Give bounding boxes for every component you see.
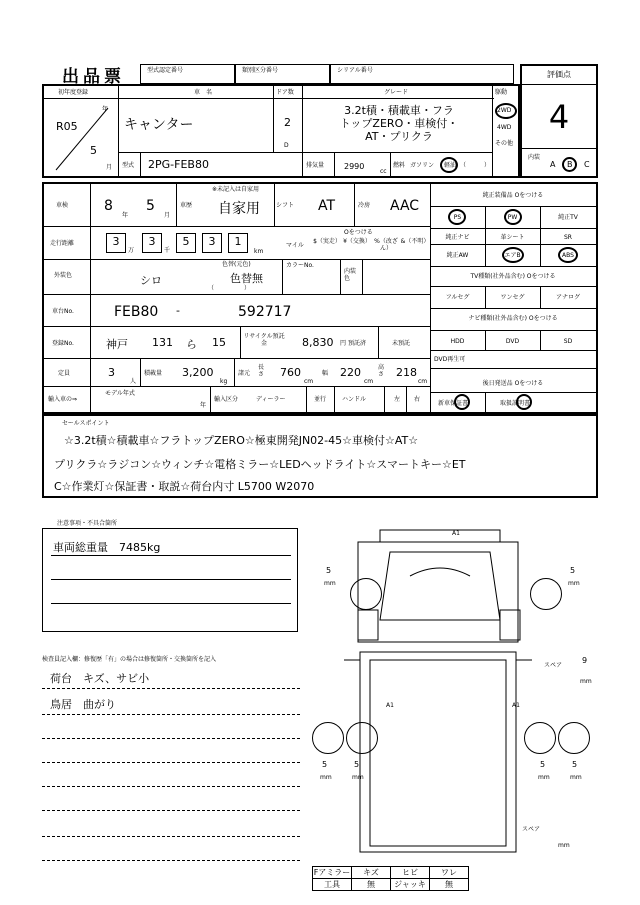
eval-score: 4 xyxy=(548,98,570,136)
fuel-gasoline: ガソリン xyxy=(410,162,435,169)
fuel-light-oil-circle xyxy=(440,157,458,173)
reg-month: 5 xyxy=(90,144,97,157)
history-value: 自家用 xyxy=(218,201,260,217)
plate-number-2: 15 xyxy=(212,336,226,349)
equip-navi: 純正ナビ xyxy=(445,234,470,241)
mileage-label: 走行距離 xyxy=(50,240,75,247)
mileage-opt-4: &（不明） xyxy=(400,238,430,245)
chassis-value-1: FEB80 xyxy=(114,304,159,320)
tire-rr1-unit: mm xyxy=(538,774,550,781)
after-warranty-circle xyxy=(454,394,470,410)
footer-cell: ジャッキ xyxy=(391,879,430,891)
a1-right: A1 xyxy=(512,702,520,709)
tire-rl1-value: 5 xyxy=(322,760,328,769)
sales-point-label: セールスポイント xyxy=(62,420,110,427)
footer-cell: キズ xyxy=(352,867,391,879)
length-label: 長さ xyxy=(258,364,265,378)
color-number-label: カラーNo. xyxy=(286,262,314,269)
wheel-front-left xyxy=(350,578,382,610)
tv-oneseg: ワンセグ xyxy=(500,294,525,301)
grade-line-3: AT・プリクラ xyxy=(365,130,433,143)
fuel-paren: （ ） xyxy=(460,162,491,169)
after-title: 後日発送品 Oをつける xyxy=(482,380,544,387)
history-label: 車歴 xyxy=(180,202,193,209)
height-value: 218 xyxy=(396,366,417,379)
dims-label: 諸元 xyxy=(238,370,251,377)
vehicle-info-section xyxy=(42,84,520,178)
wheel-rear-right-inner xyxy=(524,722,556,754)
navi-title: ナビ種類(社外品含む) Oをつける xyxy=(468,315,558,322)
sales-point-line-1: ☆3.2t積☆積載車☆フラトップZERO☆極東開発JN02-45☆車検付☆AT☆ xyxy=(64,434,419,447)
handle-left: 左 xyxy=(394,396,401,403)
displacement-unit: cc xyxy=(380,168,387,175)
door-unit: D xyxy=(284,142,289,149)
tv-title: TV種類(社外品含む) Oをつける xyxy=(470,273,556,280)
plate-label: 登録No. xyxy=(52,340,74,347)
sales-point-line-2: プリクラ☆ラジコン☆ウィンチ☆電格ミラー☆LEDヘッドライト☆スマートキー☆ET xyxy=(54,458,466,471)
footer-cell: Fアミラー xyxy=(313,868,351,877)
recycle-value: 8,830 xyxy=(302,336,334,349)
equip-sr: SR xyxy=(564,234,572,241)
reg-diagonal xyxy=(50,100,116,174)
mileage-sen: 千 xyxy=(164,247,171,254)
interior-label: 内装 xyxy=(528,154,541,161)
inspector-label: 検査員記入欄：修復歴「有」の場合は修復箇所・交換箇所を記入 xyxy=(42,656,217,663)
mileage-unit: km xyxy=(254,248,264,255)
equip-pw: PW xyxy=(507,214,518,221)
sales-point-line-3: C☆作業灯☆保証書・取説☆荷台内寸 L5700 W2070 xyxy=(54,480,315,493)
recycle-unit: 円 xyxy=(340,340,347,347)
grade-label: グレード xyxy=(384,89,409,96)
first-reg-label: 初年度登録 xyxy=(58,89,89,96)
model-year-label: モデル年式 xyxy=(105,390,135,397)
import-dealer: ディーラー xyxy=(256,396,286,403)
mileage-opt-2: ¥（交換） xyxy=(343,238,371,245)
import-label: 輸入車の⇒ xyxy=(48,396,78,403)
tv-analog: アナログ xyxy=(555,294,580,301)
color-change-value: 色替無 xyxy=(230,272,263,285)
shift-value: AT xyxy=(318,198,336,214)
plate-area: 神戸 xyxy=(106,338,128,351)
equip-pw-circle xyxy=(504,209,522,225)
tools-table xyxy=(312,866,469,891)
truck-diagram xyxy=(300,520,600,860)
color-change-paren: （ ） xyxy=(208,285,251,292)
height-unit: cm xyxy=(418,378,428,385)
footer-cell: ワレ xyxy=(430,867,469,879)
wheel-front-right xyxy=(530,578,562,610)
wheel-rear-left-inner xyxy=(346,722,378,754)
equip-abs-circle xyxy=(558,247,578,263)
teiin-value: 3 xyxy=(108,366,115,379)
equip-leather: 革シート xyxy=(500,234,525,241)
footer-cell: 無 xyxy=(352,879,391,891)
mileage-digit-5: 1 xyxy=(234,235,242,248)
shaken-month: 5 xyxy=(146,198,155,214)
deposit-not: 未預託 xyxy=(392,340,411,347)
color-value: シロ xyxy=(140,274,162,287)
mileage-digit-4: 3 xyxy=(208,235,216,248)
interior-grade-c: C xyxy=(584,160,590,169)
drive-label: 駆動 xyxy=(495,89,508,96)
fuel-label: 燃料 xyxy=(393,162,406,169)
cooler-label: 冷房 xyxy=(358,202,371,209)
equip-ps-circle xyxy=(448,209,466,225)
navi-hdd: HDD xyxy=(450,338,465,345)
mileage-opt-1: $（実走） xyxy=(313,238,341,245)
plate-number: 131 xyxy=(152,336,173,349)
katashiki-label: 型式認定番号 xyxy=(147,67,184,74)
interior-grade-b: B xyxy=(567,160,573,169)
mileage-digit-3: 5 xyxy=(182,235,190,248)
deposit-done: 預託済 xyxy=(348,340,367,347)
cooler-value: AAC xyxy=(390,198,420,214)
tire-rr2-value: 5 xyxy=(572,760,578,769)
grade-text xyxy=(306,104,492,143)
serial-box xyxy=(330,64,514,84)
displacement-value: 2990 xyxy=(344,162,365,171)
navi-sd: SD xyxy=(563,338,573,345)
height-label: 高さ xyxy=(378,364,385,378)
shaken-year: 8 xyxy=(104,198,113,214)
color-change-label: 色替(元色) xyxy=(222,261,251,268)
equip-airbag-circle xyxy=(502,247,524,263)
import-parallel: 並行 xyxy=(314,396,327,403)
equip-airbag: エアB xyxy=(504,252,521,259)
katashiki-box xyxy=(140,64,235,84)
a1-left: A1 xyxy=(386,702,394,709)
door-count: 2 xyxy=(284,116,291,129)
tire-rr1-value: 5 xyxy=(540,760,546,769)
color-label: 外装色 xyxy=(54,272,73,279)
displacement-label: 排気量 xyxy=(306,162,325,169)
ruibetsu-box xyxy=(235,64,330,84)
load-unit: kg xyxy=(220,378,228,385)
load-value: 3,200 xyxy=(182,366,214,379)
form-title: 出品票 xyxy=(62,67,125,87)
notes-line-1: 車両総重量 7485kg xyxy=(53,541,161,554)
recycle-label: リサイクル預託金 xyxy=(243,333,285,347)
tire-rl2-unit: mm xyxy=(352,774,364,781)
a1-top: A1 xyxy=(452,530,460,537)
chassis-dash: - xyxy=(176,304,180,317)
handle-right: 右 xyxy=(414,396,421,403)
handle-label: ハンドル xyxy=(342,396,367,403)
mileage-opt-3: %（改ざん） xyxy=(374,238,398,252)
interior-grade-b-circle xyxy=(562,157,577,172)
grade-line-1: 3.2t積・積載車・フラ xyxy=(344,104,454,117)
reg-year: R05 xyxy=(56,120,78,133)
name-label: 車 名 xyxy=(194,89,213,96)
fuel-light-oil: 軽油 xyxy=(444,162,457,169)
wheel-rear-left-outer xyxy=(312,722,344,754)
shift-label: シフト xyxy=(276,202,295,209)
interior-color-label: 内装色 xyxy=(344,268,357,282)
spare-top-unit: mm xyxy=(580,678,592,685)
inspector-line-2: 鳥居 曲がり xyxy=(50,698,116,711)
chassis-label: 車台No. xyxy=(52,308,74,315)
mileage-digit-2: 3 xyxy=(148,235,156,248)
equip-ps: PS xyxy=(453,214,462,221)
width-value: 220 xyxy=(340,366,361,379)
equipment-title: 純正装備品 Oをつける xyxy=(482,192,544,199)
spare-top-value: 9 xyxy=(582,656,588,665)
model-label: 型式 xyxy=(122,162,135,169)
mileage-circle-note: Oをつける xyxy=(344,229,373,236)
model-year-unit: 年 xyxy=(200,402,207,409)
spare-bottom-unit: mm xyxy=(558,842,570,849)
notes-box xyxy=(42,520,298,632)
equip-tv: 純正TV xyxy=(558,214,578,221)
serial-label: シリアル番号 xyxy=(337,67,373,74)
drive-4wd: 4WD xyxy=(497,124,512,131)
tire-fl-value: 5 xyxy=(326,566,332,575)
spare-top-label: スペア xyxy=(544,662,563,669)
mileage-man: 万 xyxy=(128,247,135,254)
sales-point-section xyxy=(42,414,598,498)
length-unit: cm xyxy=(304,378,314,385)
width-label: 幅 xyxy=(322,370,329,377)
eval-label: 評価点 xyxy=(547,70,571,79)
footer-cell: 工具 xyxy=(313,879,352,891)
reg-month-unit: 月 xyxy=(106,164,113,171)
model-value: 2PG-FEB80 xyxy=(148,158,209,171)
drive-other: その他 xyxy=(495,140,514,147)
chassis-value-2: 592717 xyxy=(238,304,292,320)
teiin-label: 定員 xyxy=(58,370,71,377)
vehicle-name: キャンター xyxy=(124,117,194,133)
interior-grade-a: A xyxy=(550,160,556,169)
grade-line-2: トップZERO・車検付・ xyxy=(339,117,459,130)
spare-bottom-label: スペア xyxy=(522,826,541,833)
wheel-rear-right-outer xyxy=(558,722,590,754)
inspector-line-1: 荷台 キズ、サビ小 xyxy=(50,672,150,685)
import-kubun-label: 輸入区分 xyxy=(214,396,239,403)
footer-cell: 無 xyxy=(430,879,469,891)
tire-fr-unit: mm xyxy=(568,580,580,587)
width-unit: cm xyxy=(364,378,374,385)
dvd-playback: DVD再生可 xyxy=(434,356,466,363)
tv-fullseg: フルセグ xyxy=(445,294,470,301)
teiin-unit: 人 xyxy=(130,378,137,385)
tire-rl2-value: 5 xyxy=(354,760,360,769)
tire-fl-unit: mm xyxy=(324,580,336,587)
ruibetsu-label: 類別区分番号 xyxy=(242,67,279,74)
shaken-label: 車検 xyxy=(56,202,69,209)
after-manual: 取扱説明書 xyxy=(500,400,531,407)
tire-rl1-unit: mm xyxy=(320,774,332,781)
plate-kana: ら xyxy=(186,338,197,351)
after-manual-circle xyxy=(516,394,532,410)
equip-abs: ABS xyxy=(562,252,574,259)
evaluation-box xyxy=(520,64,598,178)
reg-year-unit: 年 xyxy=(102,106,109,113)
mileage-digit-1: 3 xyxy=(112,235,120,248)
shaken-year-unit: 年 xyxy=(122,212,129,219)
mile-label: マイル xyxy=(286,242,304,249)
doors-label: ドア数 xyxy=(276,89,294,96)
history-note: ※未記入は自家用 xyxy=(212,186,260,193)
shaken-month-unit: 月 xyxy=(164,212,171,219)
details-section xyxy=(42,182,598,414)
footer-cell: ヒビ xyxy=(391,867,430,879)
tire-fr-value: 5 xyxy=(570,566,576,575)
equip-aw: 純正AW xyxy=(446,252,469,259)
after-warranty: 新車保証書 xyxy=(438,400,469,407)
navi-dvd: DVD xyxy=(505,338,520,345)
notes-label: 注意事項・不具合箇所 xyxy=(57,520,118,527)
length-value: 760 xyxy=(280,366,301,379)
tire-rr2-unit: mm xyxy=(570,774,582,781)
load-label: 積載量 xyxy=(144,370,163,377)
drive-2wd: 2WD xyxy=(497,107,512,114)
